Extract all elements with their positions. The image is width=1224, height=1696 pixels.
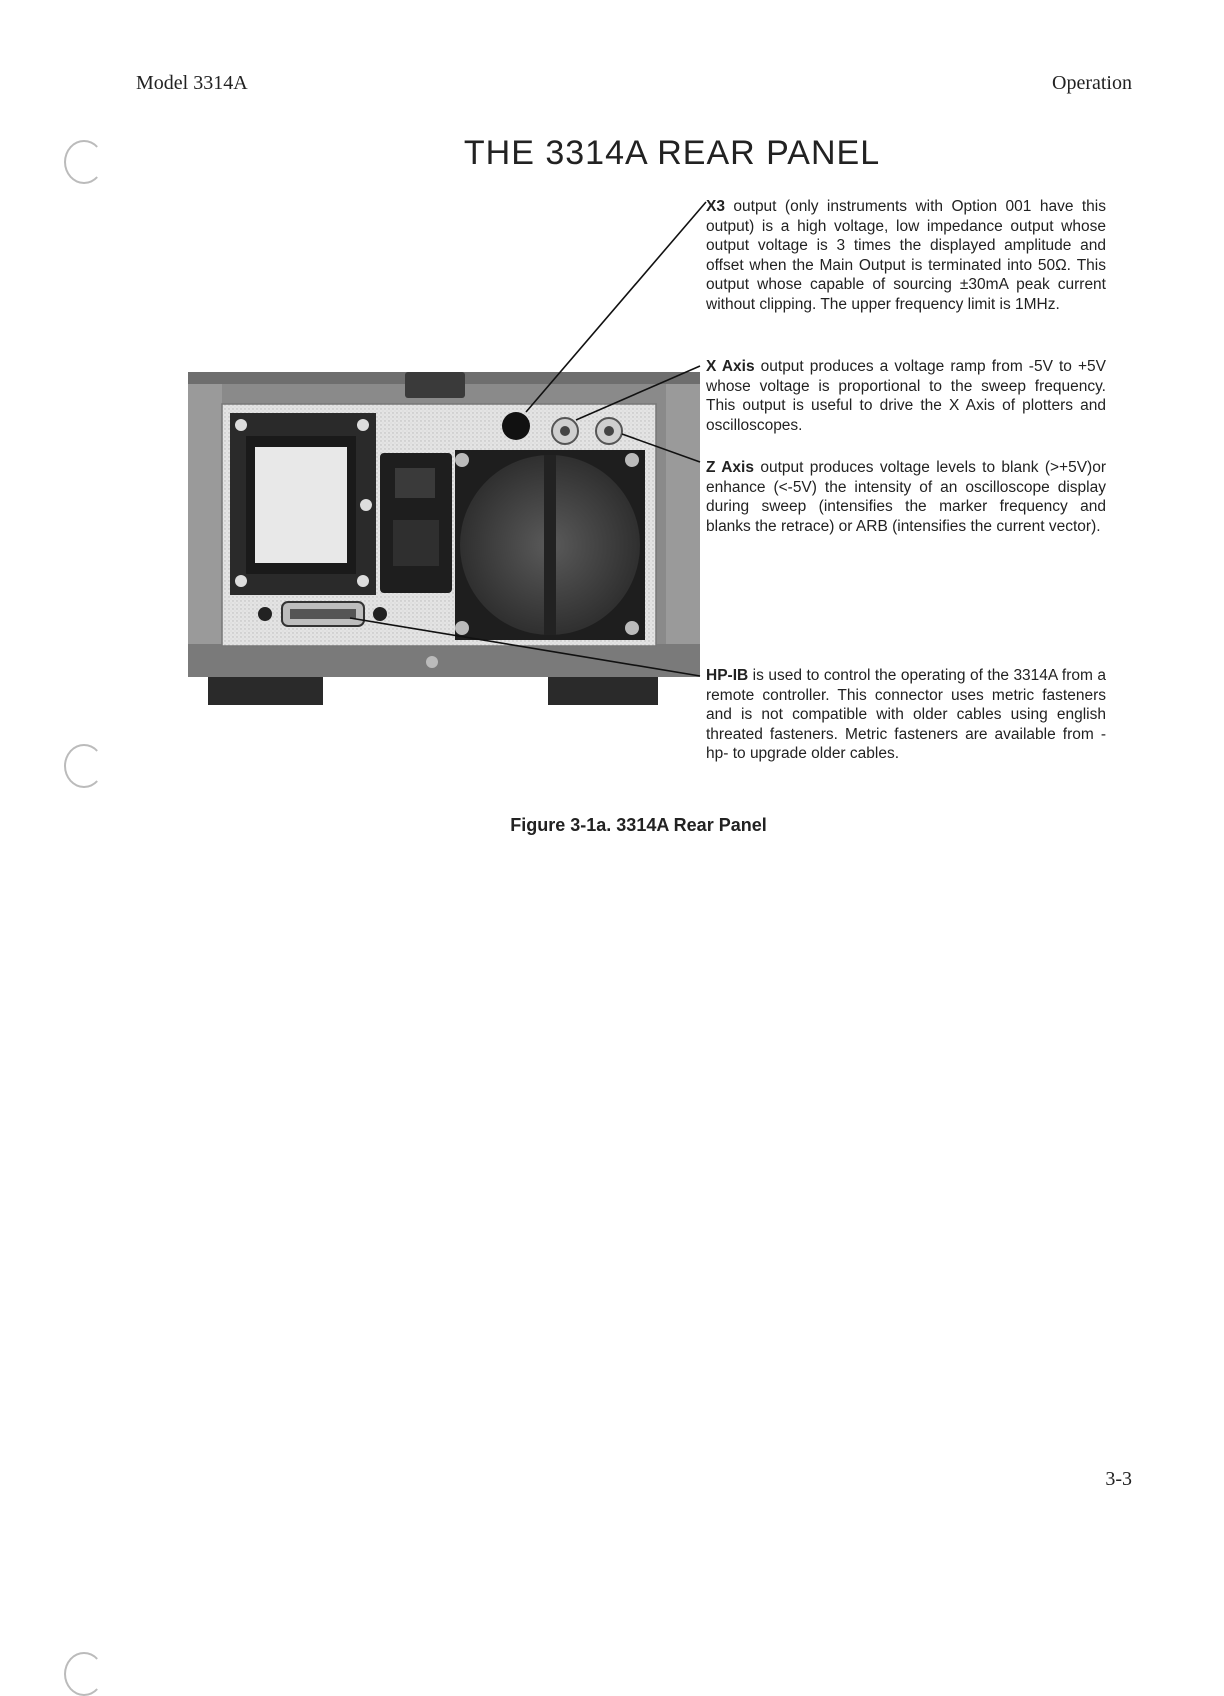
fan-grille xyxy=(455,450,645,640)
callout-term: X3 xyxy=(706,198,725,215)
callout-x3-output xyxy=(706,197,1106,315)
page-title: THE 3314A REAR PANEL xyxy=(463,134,881,172)
callout-z-axis-output xyxy=(706,458,1106,536)
foot-left xyxy=(208,677,323,705)
x3-output-connector xyxy=(502,412,530,440)
callout-term: X Axis xyxy=(706,358,755,375)
page-number: 3-3 xyxy=(1105,1468,1132,1490)
header-model: Model 3314A xyxy=(136,72,248,94)
x-axis-connector xyxy=(552,418,578,444)
binder-hole-bottom xyxy=(64,1652,104,1696)
callout-text: output (only instruments with Option 001 have this output) is a high voltage, low impedance output whose output voltage is 3 times the displayed amplitude and offset when the Main Output is terminated into 50Ω. This output whose capable of sourcing ±30mA peak current without clipping. The upper frequency limit is 1MHz. xyxy=(706,198,1106,313)
callout-term: HP-IB xyxy=(706,667,749,684)
line-module xyxy=(230,413,376,595)
callout-text: output produces a voltage ramp from -5V to +5V whose voltage is proportional to the sweep frequency. This output is useful to drive the X Axis of plotters and oscilloscopes. xyxy=(706,358,1107,434)
callout-text: output produces voltage levels to blank (>+5V)or enhance (<-5V) the intensity of an oscilloscope display during sweep (intensifies the marker frequency and blanks the retrace) or ARB (intensifies the current vector). xyxy=(706,459,1106,535)
callout-hpib xyxy=(706,666,1106,764)
header-section: Operation xyxy=(1052,72,1132,94)
figure-caption: Figure 3-1a. 3314A Rear Panel xyxy=(510,815,767,835)
z-axis-connector xyxy=(596,418,622,444)
callout-x-axis-output xyxy=(706,357,1106,435)
callout-term: Z Axis xyxy=(706,459,754,476)
foot-right xyxy=(548,677,658,705)
callout-text: is used to control the operating of the 3314A from a remote controller. This connector uses metric fasteners and is not compatible with older cables using english threated fasteners. Metric fasteners are available from -hp- to upgrade older cables. xyxy=(706,667,1106,763)
